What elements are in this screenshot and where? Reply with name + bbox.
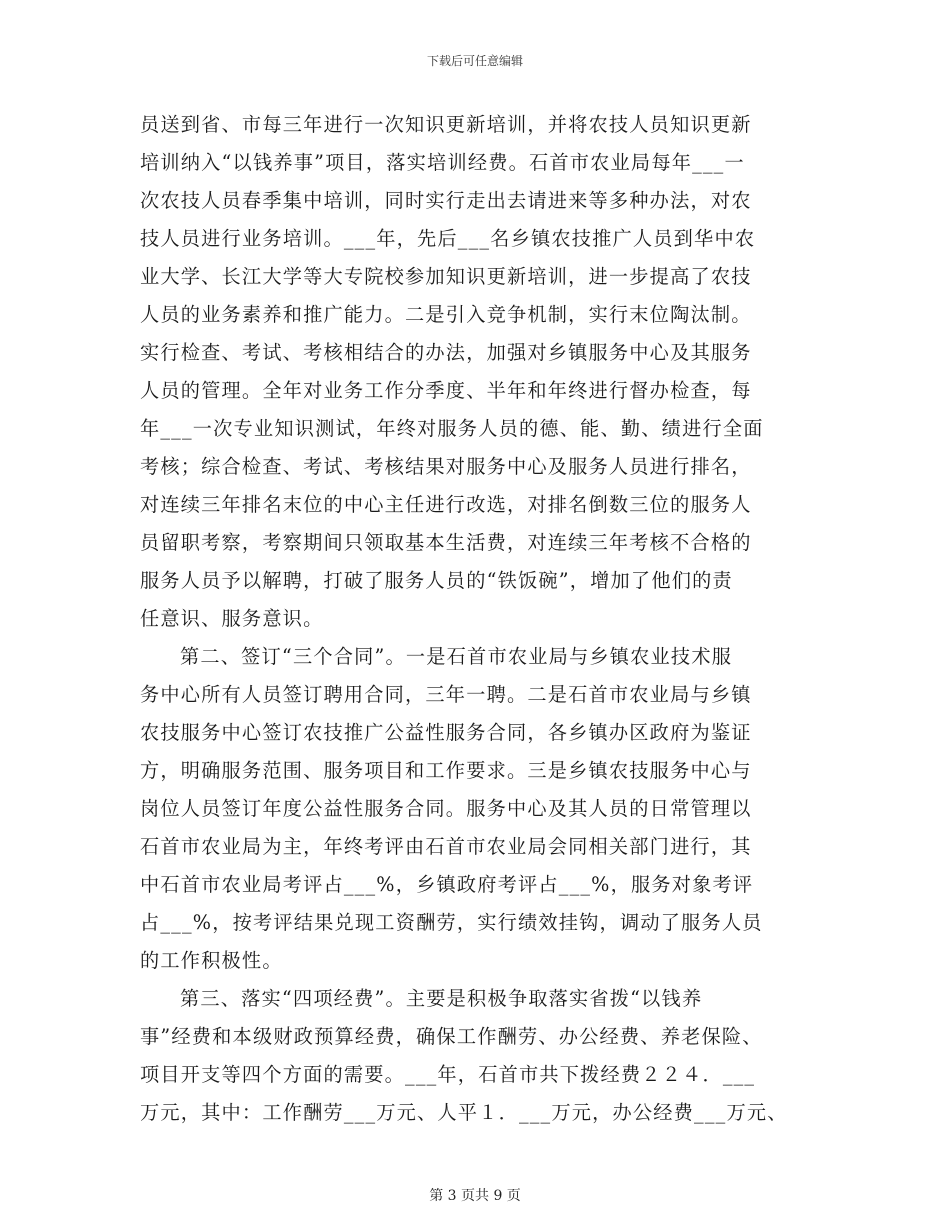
text-line: 占___%，按考评结果兑现工资酬劳，实行绩效挂钩，调动了服务人员	[140, 911, 763, 934]
paragraph	[140, 638, 826, 980]
paragraph	[140, 980, 826, 1132]
text-line: 第三、落实“四项经费”。主要是积极争取落实省拨“以钱养	[180, 987, 703, 1010]
text-line: 人员的业务素养和推广能力。二是引入竞争机制，实行末位陶汰制。	[140, 303, 752, 326]
text-line: 事”经费和本级财政预算经费，确保工作酬劳、办公经费、养老保险、	[140, 1025, 763, 1048]
text-line: 对连续三年排名末位的中心主任进行改选，对排名倒数三位的服务人	[140, 493, 752, 516]
page-footer: 第 3 页共 9 页	[429, 1188, 521, 1204]
text-line: 项目开支等四个方面的需要。___年，石首市共下拨经费２２４．___	[140, 1063, 756, 1086]
text-line: 员留职考察，考察期间只领取基本生活费，对连续三年考核不合格的	[140, 531, 752, 554]
text-line: 技人员进行业务培训。___年，先后___名乡镇农技推广人员到华中农	[140, 227, 756, 250]
text-line: 次农技人员春季集中培训，同时实行走出去请进来等多种办法，对农	[140, 189, 752, 212]
text-line: 任意识、服务意识。	[140, 607, 324, 630]
page-header: 下载后可任意编辑	[426, 54, 523, 68]
text-line: 务中心所有人员签订聘用合同，三年一聘。二是石首市农业局与乡镇	[140, 683, 752, 706]
text-line: 业大学、长江大学等大专院校参加知识更新培训，进一步提高了农技	[140, 265, 752, 288]
text-line: 的工作积极性。	[140, 949, 283, 972]
text-line: 石首市农业局为主，年终考评由石首市农业局会同相关部门进行，其	[140, 835, 752, 858]
document-body	[140, 106, 826, 1132]
paragraph	[140, 106, 826, 638]
text-line: 中石首市农业局考评占___%，乡镇政府考评占___%，服务对象考评	[140, 873, 754, 896]
text-line: 农技服务中心签订农技推广公益性服务合同，各乡镇办区政府为鉴证	[140, 721, 752, 744]
text-line: 万元，其中：工作酬劳___万元、人平１．___万元，办公经费___万元、	[140, 1101, 788, 1124]
text-line: 员送到省、市每三年进行一次知识更新培训，并将农技人员知识更新	[140, 113, 752, 136]
text-line: 岗位人员签订年度公益性服务合同。服务中心及其人员的日常管理以	[140, 797, 752, 820]
text-line: 培训纳入“以钱养事”项目，落实培训经费。石首市农业局每年___一	[140, 151, 745, 174]
text-line: 方，明确服务范围、服务项目和工作要求。三是乡镇农技服务中心与	[140, 759, 752, 782]
text-line: 服务人员予以解聘，打破了服务人员的“铁饭碗”，增加了他们的责	[140, 569, 733, 592]
text-line: 年___一次专业知识测试，年终对服务人员的德、能、勤、绩进行全面	[140, 417, 764, 440]
text-line: 第二、签订“三个合同”。一是石首市农业局与乡镇农业技术服	[180, 645, 733, 668]
text-line: 考核；综合检查、考试、考核结果对服务中心及服务人员进行排名，	[140, 455, 752, 478]
text-line: 人员的管理。全年对业务工作分季度、半年和年终进行督办检查，每	[140, 379, 752, 402]
text-line: 实行检查、考试、考核相结合的办法，加强对乡镇服务中心及其服务	[140, 341, 752, 364]
